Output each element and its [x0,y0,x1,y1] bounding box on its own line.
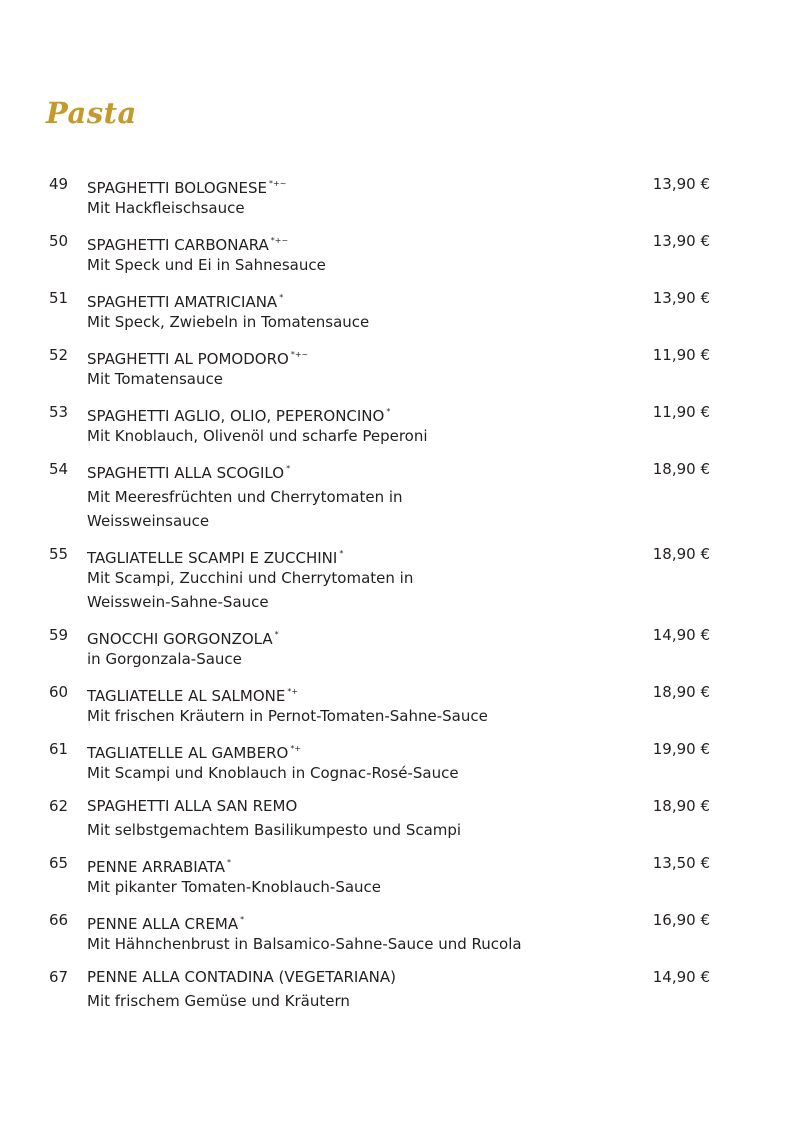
item-number: 62 [49,797,69,815]
item-number: 59 [49,626,69,644]
item-price: 13,90 € [652,175,710,193]
description-line: Mit Meeresfrüchten und Cherrytomaten in [87,488,403,506]
item-price: 18,90 € [652,797,710,815]
allergen-marks: *+ [287,687,299,696]
item-price: 18,90 € [652,545,710,563]
item-price: 14,90 € [652,626,710,644]
description-line: Mit Scampi, Zucchini und Cherrytomaten in [87,569,414,587]
item-number: 65 [49,854,69,872]
item-price: 18,90 € [652,683,710,701]
allergen-marks: * [386,407,391,416]
item-name-text: SPAGHETTI ALLA SCOGILO [87,464,285,482]
item-description [87,932,607,956]
item-description [87,253,607,277]
item-name [87,794,297,818]
item-name-text: SPAGHETTI ALLA SAN REMO [87,797,298,815]
item-number: 51 [49,289,69,307]
item-price: 13,50 € [652,854,710,872]
item-description [87,989,607,1013]
description-line: Mit Hähnchenbrust in Balsamico-Sahne-Sauce und Rucola [87,935,522,953]
description-line: Mit Hackfleischsauce [87,199,245,217]
item-description [87,424,607,448]
item-description [87,818,607,842]
item-description [87,647,607,671]
item-number: 66 [49,911,69,929]
item-description [87,704,607,728]
description-line: Mit frischem Gemüse und Kräutern [87,992,350,1010]
description-line: Mit selbstgemachtem Basilikumpesto und Scampi [87,821,462,839]
item-number: 54 [49,460,69,478]
item-price: 13,90 € [652,289,710,307]
item-number: 52 [49,346,69,364]
item-name-text: SPAGHETTI AMATRICIANA [87,293,278,311]
description-line: in Gorgonzala-Sauce [87,650,242,668]
item-number: 67 [49,968,69,986]
description-line: Mit Knoblauch, Olivenöl und scharfe Peperoni [87,427,428,445]
item-name-text: TAGLIATELLE AL SALMONE [87,687,286,705]
item-number: 55 [49,545,69,563]
item-number: 49 [49,175,69,193]
item-description [87,485,607,533]
allergen-marks: * [339,549,344,558]
description-line: Mit frischen Kräutern in Pernot-Tomaten-Sahne-Sauce [87,707,488,725]
section-title: Pasta [46,96,137,130]
item-description [87,566,607,614]
item-name-text: PENNE ALLA CREMA [87,915,239,933]
allergen-marks: *+~ [270,236,289,245]
item-description [87,367,607,391]
item-name-text: SPAGHETTI AGLIO, OLIO, PEPERONCINO [87,407,385,425]
description-line: Mit pikanter Tomaten-Knoblauch-Sauce [87,878,382,896]
allergen-marks: *+~ [269,179,287,188]
item-name-text: TAGLIATELLE SCAMPI E ZUCCHINI [87,549,338,567]
item-number: 60 [49,683,69,701]
item-price: 11,90 € [652,403,710,421]
item-number: 53 [49,403,69,421]
description-line: Mit Speck und Ei in Sahnesauce [87,256,326,274]
item-name-text: GNOCCHI GORGONZOLA [87,630,273,648]
item-description [87,761,607,785]
item-description [87,310,607,334]
item-name-text: PENNE ARRABIATA [87,858,226,876]
item-name-text: SPAGHETTI AL POMODORO [87,350,289,368]
description-line: Weisswein-Sahne-Sauce [87,593,269,611]
item-price: 19,90 € [652,740,710,758]
allergen-marks: *+~ [290,350,309,359]
description-line: Weissweinsauce [87,512,210,530]
item-price: 13,90 € [652,232,710,250]
description-line: Mit Speck, Zwiebeln in Tomatensauce [87,313,370,331]
item-name-text: TAGLIATELLE AL GAMBERO [87,744,289,762]
allergen-marks: * [274,630,279,639]
item-price: 14,90 € [652,968,710,986]
allergen-marks: * [240,915,245,924]
item-name-text: SPAGHETTI BOLOGNESE [87,179,268,197]
allergen-marks: * [227,858,232,867]
allergen-marks: *+ [290,744,302,753]
item-description [87,875,607,899]
item-number: 61 [49,740,69,758]
item-number: 50 [49,232,69,250]
allergen-marks: * [286,464,291,473]
allergen-marks: * [279,293,284,302]
item-name-text: SPAGHETTI CARBONARA [87,236,269,254]
item-name [87,965,396,989]
item-price: 16,90 € [652,911,710,929]
item-price: 11,90 € [652,346,710,364]
item-name [87,457,290,485]
item-name-text: PENNE ALLA CONTADINA (VEGETARIANA) [87,968,396,986]
item-price: 18,90 € [652,460,710,478]
description-line: Mit Tomatensauce [87,370,223,388]
description-line: Mit Scampi und Knoblauch in Cognac-Rosé-Sauce [87,764,459,782]
item-description [87,196,607,220]
